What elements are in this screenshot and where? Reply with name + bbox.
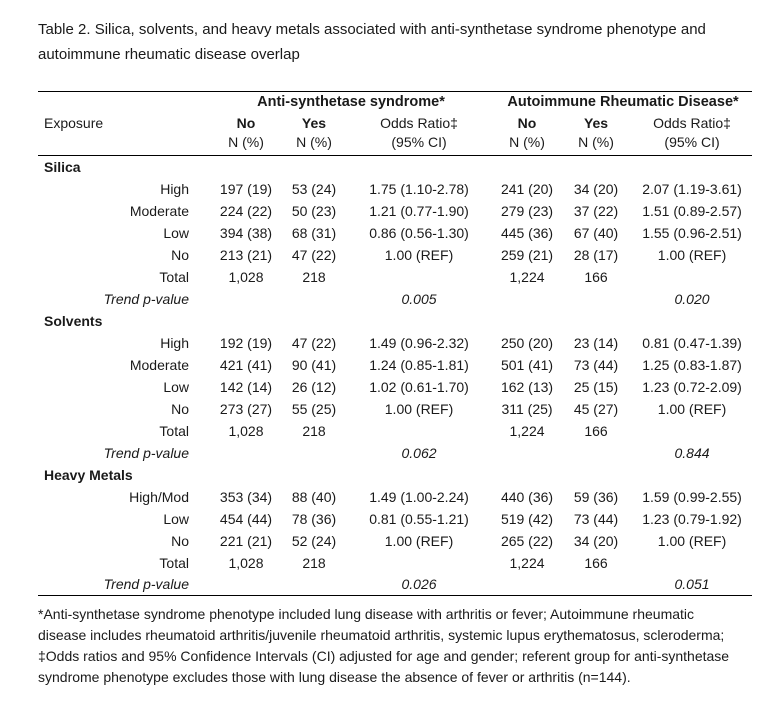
data-cell: 1.24 (0.85-1.81) xyxy=(369,356,469,373)
data-row xyxy=(38,420,752,442)
empty-cell xyxy=(344,420,494,442)
data-cell: 394 (38) xyxy=(219,224,273,241)
data-cell: 218 xyxy=(302,554,326,571)
trend-row xyxy=(38,288,752,310)
data-cell: 218 xyxy=(302,422,326,439)
sub-header-row xyxy=(38,133,752,156)
data-cell: 192 (19) xyxy=(219,334,273,351)
data-cell: 23 (14) xyxy=(573,334,619,351)
row-label: Low xyxy=(163,224,189,241)
data-cell: 1.00 (REF) xyxy=(384,400,454,417)
row-label: High xyxy=(160,334,189,351)
data-cell: 28 (17) xyxy=(573,246,619,263)
group-header-anti-synthetase: Anti-synthetase syndrome* xyxy=(257,94,445,111)
data-cell: 1.55 (0.96-2.51) xyxy=(642,224,742,241)
data-cell: 45 (27) xyxy=(573,400,619,417)
data-cell: 78 (36) xyxy=(291,510,337,527)
data-cell: 1.49 (1.00-2.24) xyxy=(369,488,469,505)
data-cell: 73 (44) xyxy=(573,510,619,527)
empty-cell xyxy=(284,442,344,464)
data-cell: 1.00 (REF) xyxy=(657,532,727,549)
trend-label: Trend p-value xyxy=(103,290,189,307)
group-header-autoimmune: Autoimmune Rheumatic Disease* xyxy=(507,94,739,111)
empty-cell xyxy=(208,442,284,464)
sub-header-ass-no-npct: N (%) xyxy=(228,133,264,150)
column-header-row xyxy=(38,113,752,133)
data-cell: 1,224 xyxy=(509,554,545,571)
data-cell: 311 (25) xyxy=(501,400,553,417)
data-cell: 519 (42) xyxy=(500,510,554,527)
data-cell: 0.81 (0.55-1.21) xyxy=(369,510,469,527)
data-cell: 1,224 xyxy=(509,268,545,285)
row-label: No xyxy=(171,532,189,549)
data-row xyxy=(38,530,752,552)
data-row xyxy=(38,376,752,398)
sub-header-ass-ci: (95% CI) xyxy=(391,133,447,150)
data-cell: 1,028 xyxy=(228,422,264,439)
data-cell: 166 xyxy=(584,422,608,439)
data-cell: 34 (20) xyxy=(573,532,619,549)
data-cell: 88 (40) xyxy=(291,488,337,505)
trend-p-value: 0.051 xyxy=(674,576,710,593)
data-row xyxy=(38,398,752,420)
section-header-row xyxy=(38,464,752,486)
data-cell: 166 xyxy=(584,268,608,285)
data-cell: 445 (36) xyxy=(500,224,554,241)
sub-header-ass-yes-npct: N (%) xyxy=(296,133,332,150)
trend-p-value: 0.026 xyxy=(401,576,437,593)
trend-p-value: 0.062 xyxy=(401,444,437,461)
trend-p-value: 0.020 xyxy=(674,290,710,307)
row-label: No xyxy=(171,246,189,263)
table-body xyxy=(38,156,752,596)
section-name: Heavy Metals xyxy=(44,466,133,483)
data-cell: 2.07 (1.19-3.61) xyxy=(642,180,742,197)
data-cell: 67 (40) xyxy=(573,224,619,241)
row-label: High xyxy=(160,180,189,197)
data-cell: 1.49 (0.96-2.32) xyxy=(369,334,469,351)
col-header-ass-odds-ratio: Odds Ratio‡ xyxy=(380,114,458,131)
data-cell: 1,224 xyxy=(509,422,545,439)
group-header-row xyxy=(38,92,752,113)
data-cell: 1.23 (0.72-2.09) xyxy=(642,378,742,395)
data-cell: 47 (22) xyxy=(291,334,337,351)
data-cell: 1.59 (0.99-2.55) xyxy=(642,488,742,505)
data-cell: 265 (22) xyxy=(500,532,554,549)
trend-p-value: 0.005 xyxy=(401,290,437,307)
trend-label: Trend p-value xyxy=(103,444,189,461)
data-cell: 142 (14) xyxy=(219,378,273,395)
sub-header-ard-yes-npct: N (%) xyxy=(578,133,614,150)
data-cell: 1,028 xyxy=(228,268,264,285)
table-title: Table 2. Silica, solvents, and heavy metals associated with anti-synthetase syndrome phenotype and autoimmune rheumatic disease overlap xyxy=(38,21,706,63)
empty-cell xyxy=(494,288,560,310)
data-cell: 1.00 (REF) xyxy=(657,400,727,417)
data-cell: 250 (20) xyxy=(500,334,554,351)
col-header-ard-odds-ratio: Odds Ratio‡ xyxy=(653,114,731,131)
col-header-exposure: Exposure xyxy=(44,114,104,131)
data-cell: 0.81 (0.47-1.39) xyxy=(642,334,742,351)
row-label: Low xyxy=(163,510,189,527)
trend-p-value: 0.844 xyxy=(674,444,710,461)
empty-cell xyxy=(560,288,632,310)
section-header-row xyxy=(38,156,752,178)
data-cell: 218 xyxy=(302,268,326,285)
row-label: Total xyxy=(159,268,189,285)
data-cell: 1.25 (0.83-1.87) xyxy=(642,356,742,373)
data-cell: 440 (36) xyxy=(500,488,554,505)
empty-cell xyxy=(632,266,752,288)
data-row xyxy=(38,222,752,244)
data-row xyxy=(38,244,752,266)
empty-cell xyxy=(560,442,632,464)
data-cell: 0.86 (0.56-1.30) xyxy=(369,224,469,241)
exposure-table xyxy=(38,91,752,596)
data-cell: 47 (22) xyxy=(291,246,337,263)
sub-header-ard-no-npct: N (%) xyxy=(509,133,545,150)
empty-cell xyxy=(494,442,560,464)
data-row xyxy=(38,354,752,376)
sub-header-ard-ci: (95% CI) xyxy=(664,133,720,150)
data-cell: 1.00 (REF) xyxy=(384,246,454,263)
data-row xyxy=(38,508,752,530)
data-cell: 26 (12) xyxy=(291,378,337,395)
data-cell: 53 (24) xyxy=(291,180,337,197)
data-cell: 73 (44) xyxy=(573,356,619,373)
trend-row xyxy=(38,442,752,464)
data-cell: 241 (20) xyxy=(500,180,554,197)
row-label: Total xyxy=(159,422,189,439)
trend-row xyxy=(38,574,752,596)
data-cell: 52 (24) xyxy=(291,532,337,549)
empty-cell xyxy=(494,574,560,596)
empty-cell xyxy=(208,574,284,596)
row-label: Moderate xyxy=(129,202,189,219)
data-cell: 50 (23) xyxy=(291,202,337,219)
data-cell: 1.21 (0.77-1.90) xyxy=(369,202,469,219)
empty-header-cell xyxy=(38,133,208,156)
data-cell: 454 (44) xyxy=(219,510,273,527)
data-cell: 90 (41) xyxy=(291,356,337,373)
data-cell: 421 (41) xyxy=(219,356,273,373)
data-cell: 197 (19) xyxy=(219,180,273,197)
data-row xyxy=(38,332,752,354)
table-footnote: *Anti-synthetase syndrome phenotype included lung disease with arthritis or fever; Autoimmune rheumatic disease includes rheumatoid arthritis/juvenile rheumatoid arthritis, systemic lupus erythematosus, scleroderma; ‡Odds ratios and 95% Confidence Intervals (CI) adjusted for age and gender; referent group for anti-synthetase syndrome phenotype excludes those with lung disease the absence of fever or arthritis (n=144). xyxy=(38,606,730,685)
data-cell: 259 (21) xyxy=(500,246,554,263)
data-cell: 221 (21) xyxy=(219,532,273,549)
empty-cell xyxy=(632,420,752,442)
data-row xyxy=(38,178,752,200)
data-row xyxy=(38,552,752,574)
data-cell: 1.75 (1.10-2.78) xyxy=(369,180,469,197)
data-cell: 279 (23) xyxy=(500,202,554,219)
empty-cell xyxy=(344,266,494,288)
data-cell: 166 xyxy=(584,554,608,571)
row-label: Low xyxy=(163,378,189,395)
empty-cell xyxy=(560,574,632,596)
trend-label: Trend p-value xyxy=(103,576,189,593)
data-cell: 1.02 (0.61-1.70) xyxy=(369,378,469,395)
section-name: Silica xyxy=(44,158,81,175)
row-label: Total xyxy=(159,554,189,571)
data-cell: 224 (22) xyxy=(219,202,273,219)
data-cell: 55 (25) xyxy=(291,400,337,417)
col-header-ass-yes: Yes xyxy=(301,114,327,131)
data-row xyxy=(38,266,752,288)
row-label: No xyxy=(171,400,189,417)
col-header-ard-no: No xyxy=(517,114,537,131)
data-cell: 162 (13) xyxy=(500,378,554,395)
table-header xyxy=(38,92,752,156)
data-cell: 213 (21) xyxy=(219,246,273,263)
empty-cell xyxy=(632,552,752,574)
data-cell: 1.51 (0.89-2.57) xyxy=(642,202,742,219)
data-cell: 353 (34) xyxy=(219,488,273,505)
data-cell: 34 (20) xyxy=(573,180,619,197)
data-cell: 59 (36) xyxy=(573,488,619,505)
empty-cell xyxy=(208,288,284,310)
data-row xyxy=(38,200,752,222)
empty-header-cell xyxy=(38,92,208,113)
row-label: High/Mod xyxy=(129,488,189,505)
col-header-ard-yes: Yes xyxy=(583,114,609,131)
empty-cell xyxy=(284,574,344,596)
empty-cell xyxy=(284,288,344,310)
data-cell: 1.00 (REF) xyxy=(384,532,454,549)
section-name: Solvents xyxy=(44,312,103,329)
data-cell: 1.23 (0.79-1.92) xyxy=(642,510,742,527)
col-header-ass-no: No xyxy=(236,114,256,131)
data-cell: 501 (41) xyxy=(500,356,554,373)
data-cell: 68 (31) xyxy=(291,224,337,241)
data-cell: 25 (15) xyxy=(573,378,619,395)
data-cell: 1.00 (REF) xyxy=(657,246,727,263)
data-cell: 273 (27) xyxy=(219,400,273,417)
data-cell: 1,028 xyxy=(228,554,264,571)
empty-cell xyxy=(344,552,494,574)
section-header-row xyxy=(38,310,752,332)
row-label: Moderate xyxy=(129,356,189,373)
data-cell: 37 (22) xyxy=(573,202,619,219)
data-row xyxy=(38,486,752,508)
